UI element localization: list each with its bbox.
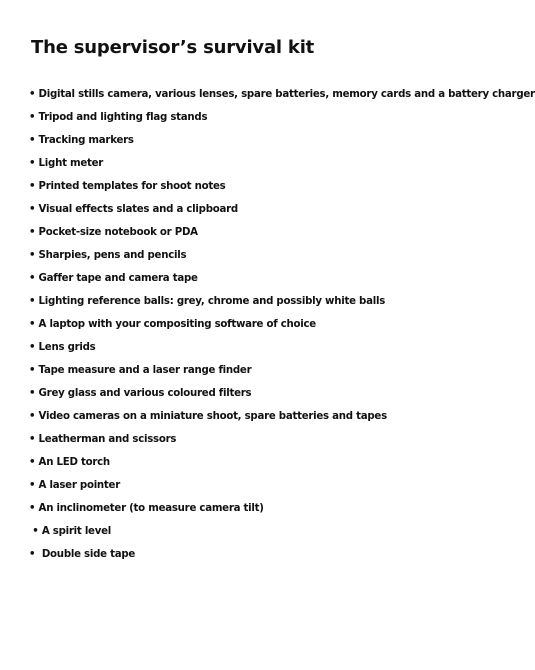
- list-item: • Light meter: [29, 158, 104, 169]
- list-item: • Video cameras on a miniature shoot, spare batteries and tapes: [29, 411, 387, 422]
- list-item: • Lens grids: [29, 342, 96, 353]
- list-item: • Printed templates for shoot notes: [29, 181, 226, 192]
- list-item: • Double side tape: [29, 549, 136, 560]
- list-item: • A laptop with your compositing software of choice: [29, 319, 316, 330]
- list-item: • A spirit level: [29, 526, 112, 537]
- list-item: • Visual effects slates and a clipboard: [29, 204, 238, 215]
- list-item: • Tripod and lighting flag stands: [29, 112, 208, 123]
- list-item: • Sharpies, pens and pencils: [29, 250, 187, 261]
- list-item: • An LED torch: [29, 457, 110, 468]
- list-item: • A laser pointer: [29, 480, 120, 491]
- list-item: • Gaffer tape and camera tape: [29, 273, 198, 284]
- survival-kit-list: [29, 86, 535, 569]
- list-item: • Digital stills camera, various lenses, spare batteries, memory cards and a battery charger: [29, 89, 535, 100]
- page-title: The supervisor’s survival kit: [31, 37, 315, 58]
- list-item: • Pocket-size notebook or PDA: [29, 227, 198, 238]
- list-item: • Tracking markers: [29, 135, 134, 146]
- list-item: • An inclinometer (to measure camera tilt): [29, 503, 264, 514]
- list-item: • Grey glass and various coloured filters: [29, 388, 252, 399]
- list-item: • Tape measure and a laser range finder: [29, 365, 252, 376]
- list-item: • Lighting reference balls: grey, chrome and possibly white balls: [29, 296, 386, 307]
- list-item: • Leatherman and scissors: [29, 434, 177, 445]
